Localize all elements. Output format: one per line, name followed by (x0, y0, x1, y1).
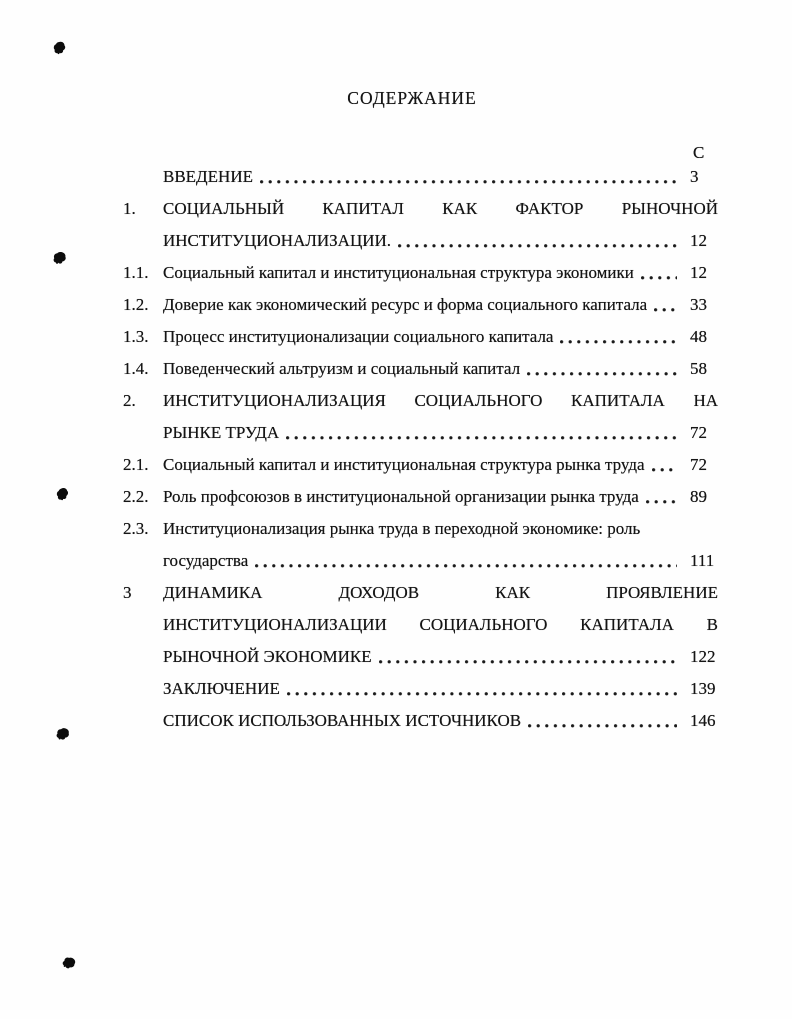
entry-text-line: СОЦИАЛЬНЫЙ КАПИТАЛ КАК ФАКТОР РЫНОЧНОЙ (163, 199, 718, 218)
entry-text: Процесс институционализации социального капитала (163, 327, 554, 346)
dot-leader (372, 641, 684, 673)
dot-leader (253, 161, 684, 193)
table-of-contents (123, 161, 718, 737)
entry-text: ИНСТИТУЦИОНАЛИЗАЦИИ. (163, 231, 392, 250)
entry-text: Доверие как экономический ресурс и форма социального капитала (163, 295, 648, 314)
entry-text-line: ДИНАМИКА ДОХОДОВ КАК ПРОЯВЛЕНИЕ (163, 583, 718, 602)
toc-entry (123, 161, 718, 193)
page-number: 48 (690, 327, 707, 346)
entry-number: 1.1. (123, 263, 149, 282)
toc-entry (123, 673, 718, 705)
ink-blot-artifact (53, 725, 73, 745)
toc-entry (123, 481, 718, 513)
entry-text: РЫНОЧНОЙ ЭКОНОМИКЕ (163, 647, 372, 666)
page-number: 122 (690, 647, 716, 666)
entry-number: 1.2. (123, 295, 149, 314)
page-number: 146 (690, 711, 716, 730)
entry-number: 1.4. (123, 359, 149, 378)
entry-number (123, 161, 163, 193)
dot-leader (639, 481, 684, 513)
entry-number: 2. (123, 391, 136, 410)
toc-entry (123, 257, 718, 289)
ink-blot-artifact (58, 953, 80, 975)
page-number: 12 (690, 231, 707, 250)
page-number: 111 (690, 551, 715, 570)
entry-text: государства (163, 551, 249, 570)
dot-leader (521, 705, 684, 737)
entry-number (123, 705, 163, 737)
dot-leader (520, 353, 684, 385)
entry-number: 1.3. (123, 327, 149, 346)
entry-text: ВВЕДЕНИЕ (163, 167, 253, 186)
entry-number: 3 (123, 583, 132, 602)
entry-number: 2.2. (123, 487, 149, 506)
toc-entry (123, 705, 718, 737)
page-title: СОДЕРЖАНИЕ (347, 88, 477, 108)
entry-number: 2.1. (123, 455, 149, 474)
dot-leader (391, 225, 684, 257)
toc-entry (123, 289, 718, 321)
entry-number: 1. (123, 199, 136, 218)
dot-leader (248, 545, 684, 577)
dot-leader (647, 289, 684, 321)
ink-blot-artifact (52, 41, 68, 56)
entry-text-line: Институционализация рынка труда в переходной экономике: роль (163, 519, 641, 538)
page-number: 89 (690, 487, 707, 506)
entry-number: 2.3. (123, 519, 149, 538)
dot-leader (280, 673, 684, 705)
toc-entry (123, 321, 718, 353)
dot-leader (553, 321, 684, 353)
toc-entry (123, 385, 718, 449)
toc-entry (123, 353, 718, 385)
page-number: 72 (690, 455, 707, 474)
entry-text: ЗАКЛЮЧЕНИЕ (163, 679, 280, 698)
ink-blot-artifact (54, 486, 72, 503)
entry-number (123, 673, 163, 705)
entry-text-line: ИНСТИТУЦИОНАЛИЗАЦИЯ СОЦИАЛЬНОГО КАПИТАЛА НА (163, 391, 718, 410)
page-number: 139 (690, 679, 716, 698)
toc-entry (123, 577, 718, 673)
dot-leader (279, 417, 684, 449)
page-number: 33 (690, 295, 707, 314)
page-number: 72 (690, 423, 707, 442)
dot-leader (645, 449, 684, 481)
page-column-header: С (693, 143, 705, 162)
page-number: 3 (690, 167, 699, 186)
page-number: 12 (690, 263, 707, 282)
entry-text: Социальный капитал и институциональная структура экономики (163, 263, 634, 282)
page-number: 58 (690, 359, 707, 378)
entry-text: Роль профсоюзов в институциональной организации рынка труда (163, 487, 639, 506)
entry-text-line: ИНСТИТУЦИОНАЛИЗАЦИИ СОЦИАЛЬНОГО КАПИТАЛА В (163, 615, 718, 634)
dot-leader (634, 257, 684, 289)
ink-blot-artifact (50, 249, 69, 267)
toc-entry (123, 513, 718, 577)
toc-entry (123, 449, 718, 481)
toc-entry (123, 193, 718, 257)
entry-text: Социальный капитал и институциональная структура рынка труда (163, 455, 645, 474)
entry-text: Поведенческий альтруизм и социальный капитал (163, 359, 521, 378)
entry-text: СПИСОК ИСПОЛЬЗОВАННЫХ ИСТОЧНИКОВ (163, 711, 522, 730)
entry-text: РЫНКЕ ТРУДА (163, 423, 280, 442)
